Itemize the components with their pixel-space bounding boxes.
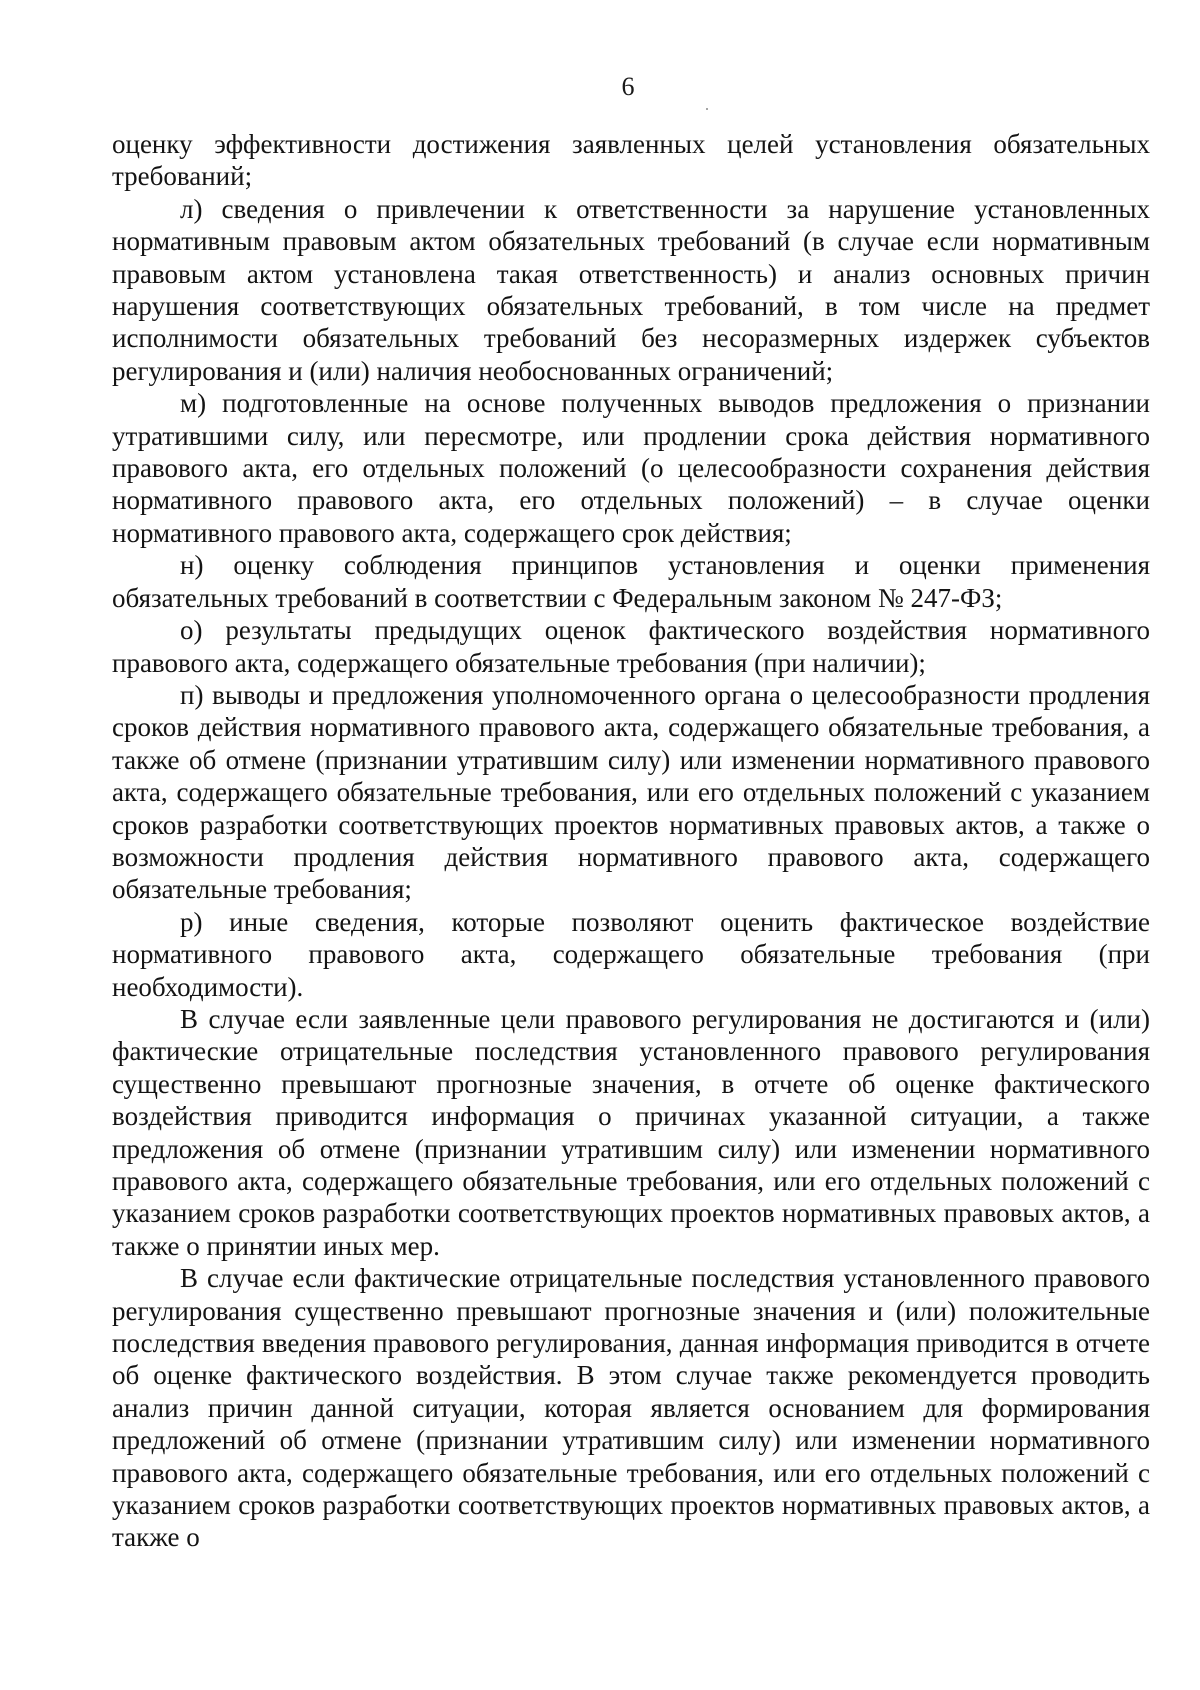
paragraph-item-l: л) сведения о привлечении к ответственности за нарушение установленных нормативным правовым актом обязательных требований (в случае если нормативным правовым актом установлена такая ответственность) и анализ основных причин нарушения соответствующих обязательных требований, в том числе на предмет исполнимости обязательных требований без несоразмерных издержек субъектов регулирования и (или) наличия необоснованных ограничений;: [112, 193, 1150, 386]
paragraph-item-r: р) иные сведения, которые позволяют оценить фактическое воздействие нормативного правового акта, содержащего обязательные требования (при необходимости).: [112, 906, 1150, 1002]
paragraph-item-o: о) результаты предыдущих оценок фактического воздействия нормативного правового акта, содержащего обязательные требования (при наличии);: [112, 615, 1150, 678]
paragraph-goals-not-achieved: В случае если заявленные цели правового регулирования не достигаются и (или) фактические отрицательные последствия установленного правового регулирования существенно превышают прогнозные значения, в отчете об оценке фактического воздействия приводится информация о причинах указанной ситуации, а также предложения об отмене (признании утратившим силу) или изменении нормативного правового акта, содержащего обязательные требования, или его отдельных положений с указанием сроков разработки соответствующих проектов нормативных правовых актов, а также о принятии иных мер.: [112, 1003, 1150, 1261]
paragraph-item-n: н) оценку соблюдения принципов установления и оценки применения обязательных требований в соответствии с Федеральным законом № 247-ФЗ;: [112, 550, 1150, 613]
page-number: 6: [621, 72, 635, 101]
paragraph-item-p: п) выводы и предложения уполномоченного органа о целесообразности продления сроков действия нормативного правового акта, содержащего обязательные требования, а также об отмене (признании утратившим силу) или изменении нормативного правового акта, содержащего обязательные требования, или его отдельных положений с указанием сроков разработки соответствующих проектов нормативных правовых актов, а также о возможности продления действия нормативного правового акта, содержащего обязательные требования;: [112, 679, 1150, 905]
paragraph-negative-consequences: В случае если фактические отрицательные последствия установленного правового регулирования существенно превышают прогнозные значения и (или) положительные последствия введения правового регулирования, данная информация приводится в отчете об оценке фактического воздействия. В этом случае также рекомендуется проводить анализ причин данной ситуации, которая является основанием для формирования предложений об отмене (признании утратившим силу) или изменении нормативного правового акта, содержащего обязательные требования, или его отдельных положений с указанием сроков разработки соответствующих проектов нормативных правовых актов, а также о: [112, 1263, 1150, 1553]
document-body: [112, 128, 1150, 1554]
scan-speck: [706, 108, 708, 110]
paragraph-continuation: оценку эффективности достижения заявленных целей установления обязательных требований;: [112, 129, 1150, 192]
paragraph-item-m: м) подготовленные на основе полученных выводов предложения о признании утратившими силу, или пересмотре, или продлении срока действия нормативного правового акта, его отдельных положений (о целесообразности сохранения действия нормативного правового акта, его отдельных положений) – в случае оценки нормативного правового акта, содержащего срок действия;: [112, 388, 1150, 548]
